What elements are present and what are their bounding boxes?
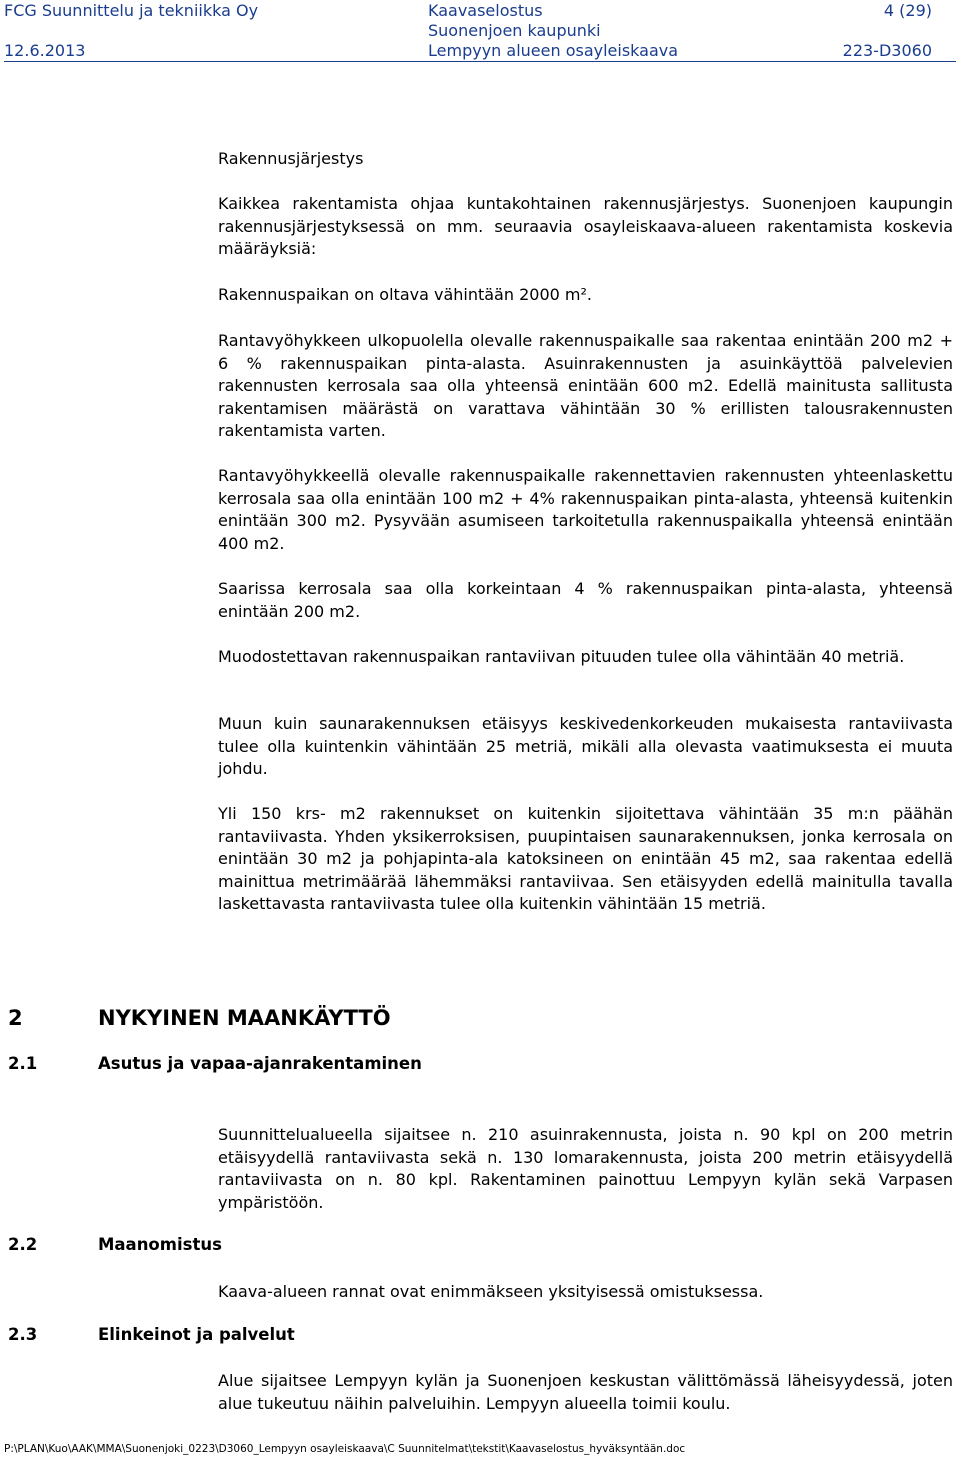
paragraph-2-2: Kaava-alueen rannat ovat enimmäkseen yksityisessä omistuksessa.: [218, 1282, 764, 1301]
section-title-2-3: Elinkeinot ja palvelut: [98, 1325, 295, 1344]
paragraph-islands: Saarissa kerrosala saa olla korkeintaan 4 % rakennuspaikan pinta-alasta, yhteensä enintään 200 m2.: [218, 579, 953, 621]
paragraph-distance-from-shore: Muun kuin saunarakennuksen etäisyys keskivedenkorkeuden mukaisesta rantaviivasta tulee olla kuintenkin vähintään 25 metriä, mikäli alla olevasta vaatimuksesta ei muuta johdu.: [218, 714, 953, 778]
chapter-title: NYKYINEN MAANKÄYTTÖ: [98, 1006, 391, 1030]
paragraph-large-buildings: Yli 150 krs- m2 rakennukset on kuitenkin sijoitettava vähintään 35 m:n päähän rantaviivasta. Yhden yksikerroksisen, puupintaisen saunarakennuksen, jonka kerrosala on enintään 30 m2 ja pohjapinta-ala katoksineen on enintään 45 m2, saa rakentaa edellä mainittua metrimäärää lähemmäksi rantaviivaa. Sen etäisyyden edellä mainitulla tavalla laskettavasta rantaviivasta tulee olla kuitenkin vähintään 15 metriä.: [218, 804, 953, 913]
section-title-2-2: Maanomistus: [98, 1235, 222, 1254]
chapter-number: 2: [8, 1006, 23, 1030]
header-page-number: 4 (29): [883, 1, 932, 20]
section-number-2-3: 2.3: [8, 1325, 38, 1344]
paragraph-min-plot-size: Rakennuspaikan on oltava vähintään 2000 m².: [218, 285, 592, 304]
paragraph-shoreline-length: Muodostettavan rakennuspaikan rantaviivan pituuden tulee olla vähintään 40 metriä.: [218, 647, 905, 666]
paragraph-outside-shore-zone: Rantavyöhykkeen ulkopuolella olevalle rakennuspaikalle saa rakentaa enintään 200 m2 + 6 % rakennuspaikan pinta-alasta. Asuinrakennusten ja asuinkäyttöä palvelevien rakennusten kerrosala saa olla yhteensä enintään 600 m2. Edellä mainitusta sallitusta rakentamisen määrästä on varattava vähintään 30 % erillisten talousrakennusten rakentamista varten.: [218, 331, 953, 440]
footer-file-path: P:\PLAN\Kuo\AAK\MMA\Suonenjoki_0223\D3060_Lempyyn osayleiskaava\C Suunnitelmat\tekstit\Kaavaselostus_hyväksyntään.doc: [4, 1443, 686, 1455]
header-date: 12.6.2013: [4, 41, 86, 60]
header-project-code: 223-D3060: [842, 41, 932, 60]
section-heading-2-1: [8, 1054, 422, 1073]
section-heading-2-3: [8, 1325, 295, 1344]
section-heading-2-2: [8, 1235, 222, 1254]
chapter-heading: [8, 1006, 391, 1030]
header-divider: [4, 61, 956, 62]
section-title-2-1: Asutus ja vapaa-ajanrakentaminen: [98, 1054, 422, 1073]
section-heading-rakennusjarjestys: Rakennusjärjestys: [218, 149, 364, 168]
header-plan-name: Lempyyn alueen osayleiskaava: [428, 41, 679, 60]
paragraph-intro: Kaikkea rakentamista ohjaa kuntakohtainen rakennusjärjestys. Suonenjoen kaupungin rakennusjärjestyksessä on mm. seuraavia osayleiskaava-alueen rakentamista koskevia määräyksiä:: [218, 194, 953, 258]
header-doc-type: Kaavaselostus: [428, 1, 543, 20]
header-municipality: Suonenjoen kaupunki: [428, 21, 601, 40]
section-number-2-2: 2.2: [8, 1235, 38, 1254]
section-number-2-1: 2.1: [8, 1054, 38, 1073]
paragraph-2-1: Suunnittelualueella sijaitsee n. 210 asuinrakennusta, joista n. 90 kpl on 200 metrin etäisyydellä rantaviivasta sekä n. 130 lomarakennusta, joista 200 metrin etäisyydellä rantaviivasta on n. 80 kpl. Rakentaminen painottuu Lempyyn kylän sekä Varpasen ympäristöön.: [218, 1125, 953, 1212]
paragraph-2-3: Alue sijaitsee Lempyyn kylän ja Suonenjoen keskustan välittömässä läheisyydessä, joten alue tukeutuu näihin palveluihin. Lempyyn alueella toimii koulu.: [218, 1371, 953, 1413]
header-company: FCG Suunnittelu ja tekniikka Oy: [4, 1, 259, 20]
paragraph-shore-zone: Rantavyöhykkeellä olevalle rakennuspaikalle rakennettavien rakennusten yhteenlaskettu kerrosala saa olla enintään 100 m2 + 4% rakennuspaikan pinta-alasta, yhteensä kuitenkin enintään 300 m2. Pysyvään asumiseen tarkoitetulla rakennuspaikalla yhteensä enintään 400 m2.: [218, 466, 953, 553]
